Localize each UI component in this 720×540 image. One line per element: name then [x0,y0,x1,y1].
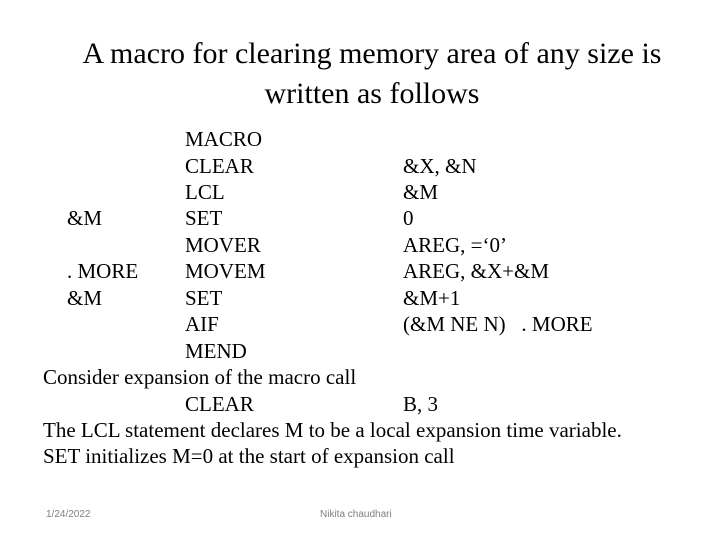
code-op-mover: MOVER [185,233,261,257]
code-op-aif: AIF [185,312,219,336]
code-arg-movem: AREG, &X+&M [403,259,550,283]
consider-text: Consider expansion of the macro call [43,365,357,389]
set-explanation: SET initializes M=0 at the start of expansion call [43,444,455,468]
code-op-set-2: SET [185,286,223,310]
code-arg-clear: &X, &N [403,154,477,178]
code-arg-set-2: &M+1 [403,286,461,310]
call-arg: B, 3 [403,392,439,416]
footer-author: Nikita chaudhari [320,509,392,520]
code-arg-set-1: 0 [403,206,414,230]
code-op-macro: MACRO [185,127,263,151]
title-line-1: A macro for clearing memory area of any size is [82,37,662,70]
slide-title [0,34,720,114]
title-line-2: written as follows [264,77,480,110]
code-op-set-1: SET [185,206,223,230]
code-op-movem: MOVEM [185,259,266,283]
code-label-more: . MORE [67,259,139,283]
call-op: CLEAR [185,392,254,416]
code-op-clear: CLEAR [185,154,254,178]
code-arg-lcl: &M [403,180,439,204]
code-label-m-1: &M [67,206,103,230]
code-op-lcl: LCL [185,180,225,204]
code-op-mend: MEND [185,339,247,363]
code-arg-aif: (&M NE N) . MORE [403,312,593,336]
footer-date: 1/24/2022 [46,509,91,520]
lcl-explanation: The LCL statement declares M to be a local expansion time variable. [43,418,622,442]
code-arg-mover: AREG, =‘0’ [403,233,507,257]
code-label-m-2: &M [67,286,103,310]
